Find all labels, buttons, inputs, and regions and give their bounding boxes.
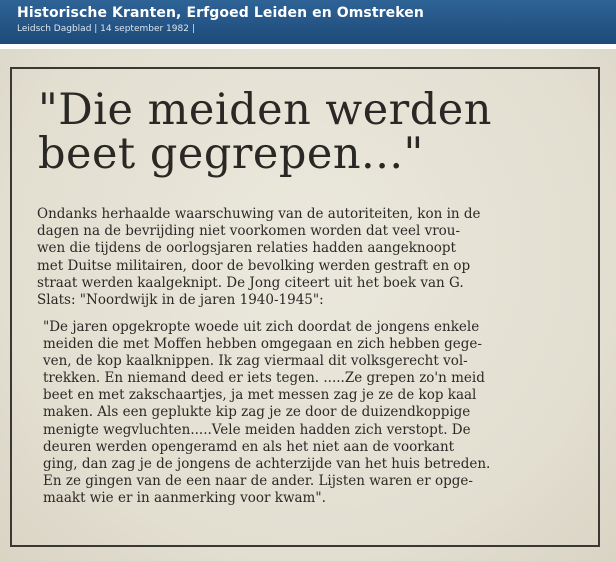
site-title[interactable]: Historische Kranten, Erfgoed Leiden en Omstreken <box>17 5 424 21</box>
quote-line: menigte wegvluchten.....Vele meiden hadden zich verstopt. De <box>43 421 471 438</box>
quote-line: meiden die met Moffen hebben omgegaan en zich hebben gege- <box>43 336 482 353</box>
intro-line: wen die tijdens de oorlogsjaren relaties hadden aangeknoopt <box>37 240 456 257</box>
quote-line: ging, dan zag je de jongens de achterzijde van het huis betreden. <box>43 455 491 472</box>
headline-line: "Die meiden werden <box>38 85 492 135</box>
intro-line: straat werden kaalgeknipt. De Jong citeert uit het boek van G. <box>37 274 464 291</box>
intro-line: Slats: "Noordwijk in de jaren 1940-1945": <box>37 292 324 309</box>
intro-line: met Duitse militairen, door de bevolking werden gestraft en op <box>37 257 471 274</box>
quote-line: maakt wie er in aanmerking voor kwam". <box>43 489 326 506</box>
quote-line: deuren werden opengeramd en als het niet aan de voorkant <box>43 438 455 455</box>
quote-line: trekken. En niemand deed er iets tegen. .....Ze grepen zo'n meid <box>43 370 485 387</box>
site-header <box>0 0 616 44</box>
headline-line: beet gegrepen..." <box>38 129 424 179</box>
quote-line: En ze gingen van de een naar de ander. Lijsten waren er opge- <box>43 472 473 489</box>
article-intro <box>37 206 597 309</box>
intro-line: dagen na de bevrijding niet voorkomen worden dat veel vrou- <box>37 223 461 240</box>
quote-line: beet en met zakschaartjes, ja met messen zag je ze de kop kaal <box>43 387 477 404</box>
article-headline <box>38 85 598 179</box>
article-quote <box>43 319 598 507</box>
publication-info: Leidsch Dagblad | 14 september 1982 | <box>17 24 195 34</box>
intro-line: Ondanks herhaalde waarschuwing van de autoriteiten, kon in de <box>37 206 481 222</box>
quote-line: "De jaren opgekropte woede uit zich doordat de jongens enkele <box>43 319 480 335</box>
quote-line: ven, de kop kaalknippen. Ik zag viermaal dit volksgerecht vol- <box>43 353 468 370</box>
quote-line: maken. Als een geplukte kip zag je ze door de duizendkoppige <box>43 404 471 421</box>
